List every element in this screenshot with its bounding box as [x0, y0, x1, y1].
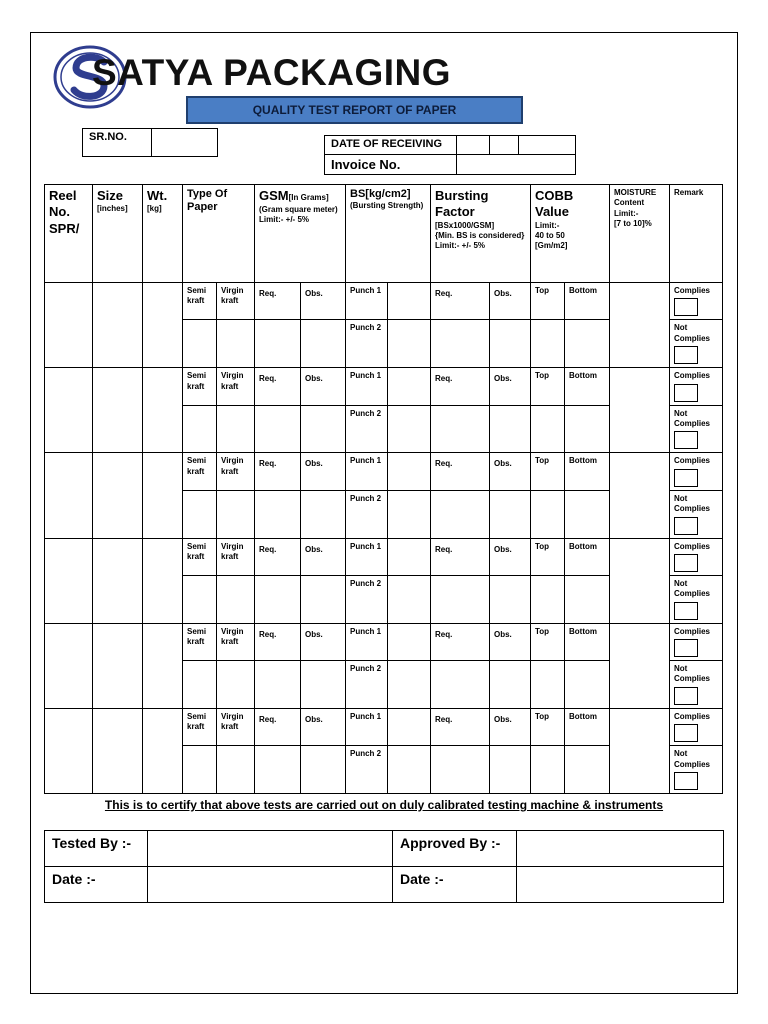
gsm-obs-value[interactable] [301, 320, 346, 368]
punch-1-value[interactable] [388, 708, 431, 745]
test-grid [44, 184, 723, 794]
wt-cell[interactable] [143, 538, 183, 623]
bf-req-value[interactable] [431, 490, 490, 538]
complies-label: Complies [674, 711, 711, 721]
remark-complies [670, 453, 723, 490]
cobb-bottom-value[interactable] [565, 575, 610, 623]
bf-obs-label: Obs. [490, 708, 531, 745]
gsm-obs-value[interactable] [301, 490, 346, 538]
company-name: SATYA PACKAGING [92, 52, 452, 93]
wt-cell[interactable] [143, 368, 183, 453]
complies-checkbox[interactable] [674, 724, 698, 742]
remark-not-complies [670, 575, 723, 623]
cobb-top-label: Top [531, 538, 565, 575]
cobb-top-value[interactable] [531, 490, 565, 538]
remark-not-complies [670, 746, 723, 794]
moisture-cell[interactable] [610, 453, 670, 538]
reel-row-a [45, 283, 723, 320]
gsm-req-label: Req. [255, 623, 301, 660]
semi-kraft-label: Semi kraft [183, 538, 217, 575]
cobb-top-value[interactable] [531, 575, 565, 623]
virgin-kraft-value[interactable] [217, 490, 255, 538]
col-cobb: COBB Value Limit:- 40 to 50 [Gm/m2] [531, 185, 610, 283]
punch-2-label: Punch 2 [346, 746, 388, 794]
bf-obs-value[interactable] [490, 661, 531, 709]
bf-obs-label: Obs. [490, 368, 531, 405]
sr-no-box [82, 128, 218, 157]
virgin-kraft-label: Virgin kraft [217, 708, 255, 745]
cobb-top-label: Top [531, 623, 565, 660]
complies-checkbox[interactable] [674, 298, 698, 316]
bf-obs-value[interactable] [490, 320, 531, 368]
complies-label: Complies [674, 541, 711, 551]
reel-no-cell[interactable] [45, 283, 93, 368]
bf-req-label: Req. [431, 368, 490, 405]
gsm-req-value[interactable] [255, 405, 301, 453]
reel-row-a [45, 453, 723, 490]
complies-checkbox[interactable] [674, 639, 698, 657]
cobb-bottom-label: Bottom [565, 368, 610, 405]
gsm-obs-label: Obs. [301, 538, 346, 575]
remark-not-complies [670, 490, 723, 538]
punch-1-value[interactable] [388, 623, 431, 660]
approved-by-field[interactable] [517, 831, 724, 867]
bf-obs-label: Obs. [490, 283, 531, 320]
punch-2-label: Punch 2 [346, 405, 388, 453]
semi-kraft-value[interactable] [183, 746, 217, 794]
bf-req-value[interactable] [431, 575, 490, 623]
punch-1-label: Punch 1 [346, 283, 388, 320]
reel-no-cell[interactable] [45, 538, 93, 623]
invoice-label: Invoice No. [325, 155, 457, 175]
bf-req-value[interactable] [431, 320, 490, 368]
gsm-req-value[interactable] [255, 575, 301, 623]
cobb-bottom-value[interactable] [565, 320, 610, 368]
report-title: QUALITY TEST REPORT OF PAPER [252, 103, 457, 117]
complies-checkbox[interactable] [674, 554, 698, 572]
gsm-obs-value[interactable] [301, 746, 346, 794]
remark-complies [670, 368, 723, 405]
complies-label: Complies [674, 456, 711, 466]
cobb-top-value[interactable] [531, 405, 565, 453]
gsm-req-value[interactable] [255, 661, 301, 709]
not-complies-checkbox[interactable] [674, 431, 698, 449]
size-cell[interactable] [93, 708, 143, 793]
bf-obs-label: Obs. [490, 623, 531, 660]
punch-1-label: Punch 1 [346, 453, 388, 490]
cobb-bottom-label: Bottom [565, 538, 610, 575]
semi-kraft-label: Semi kraft [183, 283, 217, 320]
not-complies-label: Not Complies [674, 578, 711, 599]
punch-1-label: Punch 1 [346, 368, 388, 405]
remark-not-complies [670, 320, 723, 368]
bf-req-label: Req. [431, 453, 490, 490]
punch-1-value[interactable] [388, 538, 431, 575]
complies-checkbox[interactable] [674, 384, 698, 402]
gsm-req-value[interactable] [255, 746, 301, 794]
reel-no-cell[interactable] [45, 708, 93, 793]
cobb-bottom-value[interactable] [565, 746, 610, 794]
approved-date-field[interactable] [517, 867, 724, 903]
report-title-banner [186, 96, 523, 124]
date-field-month[interactable] [490, 136, 519, 155]
not-complies-checkbox[interactable] [674, 772, 698, 790]
cobb-bottom-label: Bottom [565, 623, 610, 660]
invoice-field[interactable] [457, 155, 576, 175]
punch-2-value[interactable] [388, 746, 431, 794]
cobb-bottom-value[interactable] [565, 661, 610, 709]
bf-obs-label: Obs. [490, 538, 531, 575]
col-remark: Remark [670, 185, 723, 283]
not-complies-checkbox[interactable] [674, 687, 698, 705]
date-receiving-label: DATE OF RECEIVING [325, 136, 457, 155]
remark-complies [670, 708, 723, 745]
cobb-top-value[interactable] [531, 746, 565, 794]
moisture-cell[interactable] [610, 283, 670, 368]
col-moisture: MOISTURE Content Limit:- [7 to 10]% [610, 185, 670, 283]
gsm-obs-value[interactable] [301, 575, 346, 623]
gsm-req-label: Req. [255, 368, 301, 405]
semi-kraft-value[interactable] [183, 490, 217, 538]
gsm-req-value[interactable] [255, 490, 301, 538]
size-cell[interactable] [93, 368, 143, 453]
complies-checkbox[interactable] [674, 469, 698, 487]
col-type: Type Of Paper [183, 185, 255, 283]
sr-no-field[interactable] [152, 129, 218, 157]
bf-req-label: Req. [431, 283, 490, 320]
size-cell[interactable] [93, 623, 143, 708]
cobb-top-value[interactable] [531, 661, 565, 709]
virgin-kraft-value[interactable] [217, 575, 255, 623]
semi-kraft-label: Semi kraft [183, 453, 217, 490]
size-cell[interactable] [93, 283, 143, 368]
wt-cell[interactable] [143, 453, 183, 538]
signature-table [44, 830, 724, 903]
reel-no-cell[interactable] [45, 623, 93, 708]
col-bursting-factor: Bursting Factor [BSx1000/GSM] {Min. BS is considered} Limit:- +/- 5% [431, 185, 531, 283]
bf-req-value[interactable] [431, 661, 490, 709]
reel-no-cell[interactable] [45, 368, 93, 453]
size-cell[interactable] [93, 453, 143, 538]
gsm-req-label: Req. [255, 538, 301, 575]
semi-kraft-value[interactable] [183, 320, 217, 368]
punch-1-label: Punch 1 [346, 708, 388, 745]
moisture-cell[interactable] [610, 623, 670, 708]
bf-req-value[interactable] [431, 746, 490, 794]
cobb-top-label: Top [531, 368, 565, 405]
approved-date-label: Date :- [393, 867, 517, 903]
punch-1-label: Punch 1 [346, 538, 388, 575]
cobb-bottom-label: Bottom [565, 708, 610, 745]
size-cell[interactable] [93, 538, 143, 623]
certification-statement: This is to certify that above tests are carried out on duly calibrated testing machine & instruments [104, 798, 664, 812]
gsm-obs-value[interactable] [301, 405, 346, 453]
bf-obs-value[interactable] [490, 405, 531, 453]
tested-by-label: Tested By :- [45, 831, 148, 867]
not-complies-checkbox[interactable] [674, 602, 698, 620]
bf-req-value[interactable] [431, 405, 490, 453]
complies-label: Complies [674, 286, 711, 295]
gsm-obs-label: Obs. [301, 368, 346, 405]
receiving-invoice-box [324, 135, 576, 175]
gsm-obs-value[interactable] [301, 661, 346, 709]
not-complies-checkbox[interactable] [674, 517, 698, 535]
tested-date-field[interactable] [148, 867, 393, 903]
cobb-top-label: Top [531, 453, 565, 490]
virgin-kraft-label: Virgin kraft [217, 368, 255, 405]
wt-cell[interactable] [143, 283, 183, 368]
bf-obs-value[interactable] [490, 575, 531, 623]
punch-2-value[interactable] [388, 320, 431, 368]
not-complies-label: Not Complies [674, 408, 711, 428]
gsm-req-label: Req. [255, 283, 301, 320]
remark-complies [670, 283, 723, 320]
remark-complies [670, 623, 723, 660]
punch-2-value[interactable] [388, 575, 431, 623]
wt-cell[interactable] [143, 623, 183, 708]
col-gsm: GSM[In Grams] (Gram square meter) Limit:- +/- 5% [255, 185, 346, 283]
virgin-kraft-label: Virgin kraft [217, 538, 255, 575]
gsm-obs-label: Obs. [301, 623, 346, 660]
semi-kraft-value[interactable] [183, 405, 217, 453]
not-complies-checkbox[interactable] [674, 346, 698, 364]
reel-row-a [45, 538, 723, 575]
col-wt: Wt. [kg] [143, 185, 183, 283]
cobb-bottom-label: Bottom [565, 453, 610, 490]
virgin-kraft-value[interactable] [217, 661, 255, 709]
bf-obs-value[interactable] [490, 490, 531, 538]
gsm-req-value[interactable] [255, 320, 301, 368]
not-complies-label: Not Complies [674, 749, 711, 769]
col-bs: BS[kg/cm2] (Bursting Strength) [346, 185, 431, 283]
punch-1-value[interactable] [388, 368, 431, 405]
bf-req-label: Req. [431, 623, 490, 660]
virgin-kraft-value[interactable] [217, 746, 255, 794]
moisture-cell[interactable] [610, 708, 670, 793]
gsm-req-label: Req. [255, 453, 301, 490]
punch-1-value[interactable] [388, 453, 431, 490]
complies-label: Complies [674, 626, 711, 636]
gsm-obs-label: Obs. [301, 283, 346, 320]
moisture-cell[interactable] [610, 538, 670, 623]
gsm-obs-label: Obs. [301, 708, 346, 745]
cobb-bottom-label: Bottom [565, 283, 610, 320]
virgin-kraft-value[interactable] [217, 320, 255, 368]
reel-row-a [45, 368, 723, 405]
virgin-kraft-value[interactable] [217, 405, 255, 453]
reel-no-cell[interactable] [45, 453, 93, 538]
remark-not-complies [670, 661, 723, 709]
cobb-top-label: Top [531, 708, 565, 745]
cobb-top-value[interactable] [531, 320, 565, 368]
reel-row-a [45, 623, 723, 660]
bf-obs-value[interactable] [490, 746, 531, 794]
punch-2-label: Punch 2 [346, 320, 388, 368]
header-row [45, 185, 723, 283]
punch-2-label: Punch 2 [346, 490, 388, 538]
remark-not-complies [670, 405, 723, 453]
semi-kraft-value[interactable] [183, 575, 217, 623]
punch-2-value[interactable] [388, 405, 431, 453]
remark-complies [670, 538, 723, 575]
punch-2-label: Punch 2 [346, 575, 388, 623]
cobb-top-label: Top [531, 283, 565, 320]
semi-kraft-value[interactable] [183, 661, 217, 709]
date-field-day[interactable] [457, 136, 490, 155]
gsm-req-label: Req. [255, 708, 301, 745]
semi-kraft-label: Semi kraft [183, 368, 217, 405]
punch-2-value[interactable] [388, 661, 431, 709]
moisture-cell[interactable] [610, 368, 670, 453]
virgin-kraft-label: Virgin kraft [217, 283, 255, 320]
punch-2-label: Punch 2 [346, 661, 388, 709]
virgin-kraft-label: Virgin kraft [217, 623, 255, 660]
bf-req-label: Req. [431, 708, 490, 745]
col-reel: Reel No. SPR/ [45, 185, 93, 283]
semi-kraft-label: Semi kraft [183, 623, 217, 660]
wt-cell[interactable] [143, 708, 183, 793]
bf-obs-label: Obs. [490, 453, 531, 490]
punch-2-value[interactable] [388, 490, 431, 538]
not-complies-label: Not Complies [674, 493, 711, 514]
cobb-bottom-value[interactable] [565, 405, 610, 453]
punch-1-label: Punch 1 [346, 623, 388, 660]
tested-date-label: Date :- [45, 867, 148, 903]
reel-row-a [45, 708, 723, 745]
sr-no-label: SR.NO. [83, 129, 152, 157]
not-complies-label: Not Complies [674, 323, 711, 343]
virgin-kraft-label: Virgin kraft [217, 453, 255, 490]
punch-1-value[interactable] [388, 283, 431, 320]
tested-by-field[interactable] [148, 831, 393, 867]
semi-kraft-label: Semi kraft [183, 708, 217, 745]
gsm-obs-label: Obs. [301, 453, 346, 490]
cobb-bottom-value[interactable] [565, 490, 610, 538]
approved-by-label: Approved By :- [393, 831, 517, 867]
bf-req-label: Req. [431, 538, 490, 575]
col-size: Size [inches] [93, 185, 143, 283]
complies-label: Complies [674, 371, 711, 381]
not-complies-label: Not Complies [674, 664, 711, 684]
date-field-year[interactable] [519, 136, 576, 155]
